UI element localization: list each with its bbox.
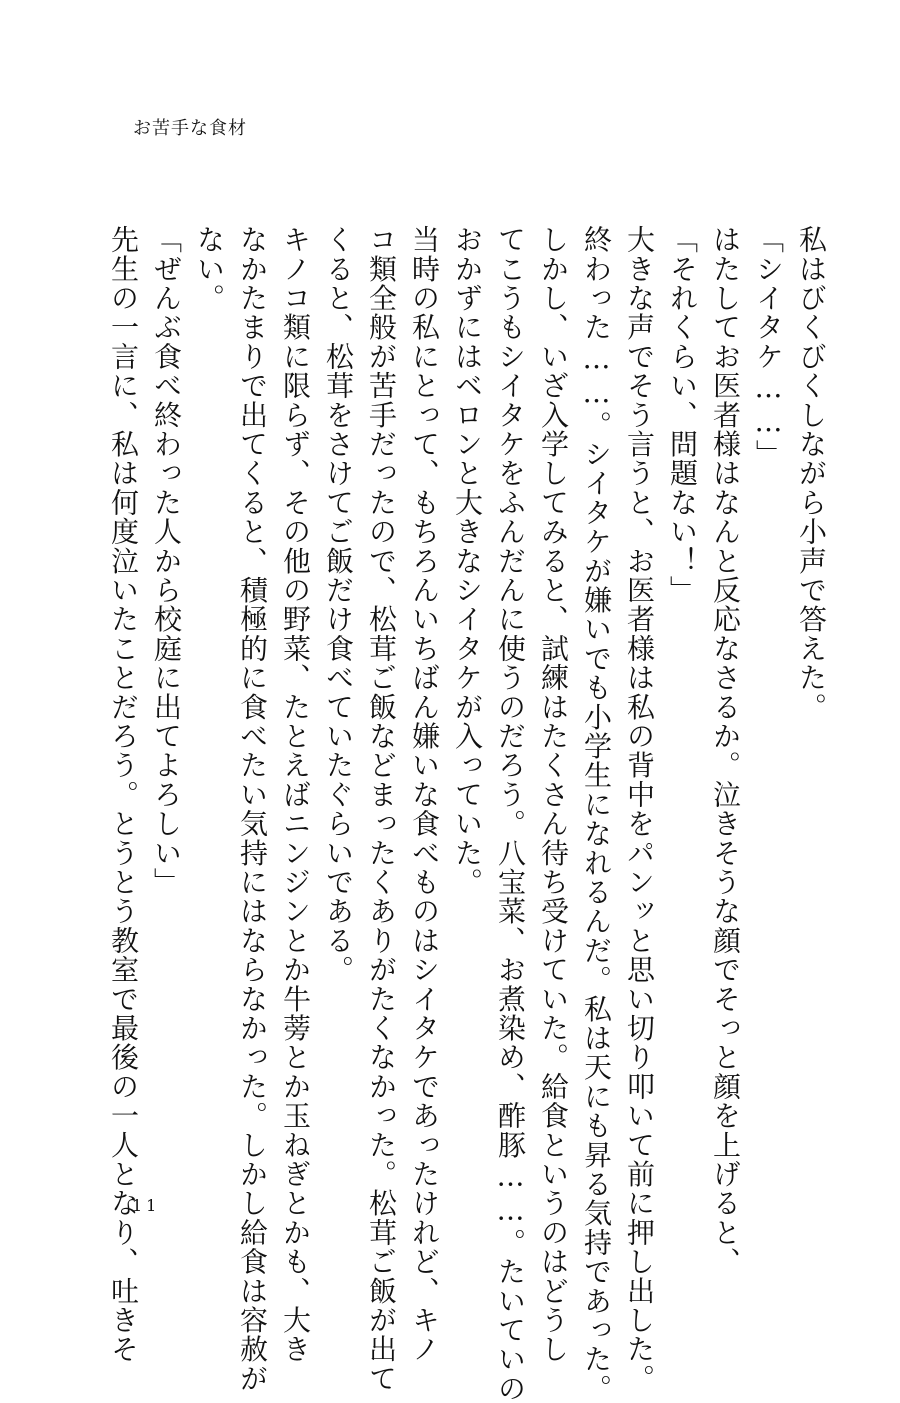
text-line: コ類全般が苦手だったので、松茸ご飯などまったくありがたくなかった。松茸ご飯が出て xyxy=(365,225,398,1393)
text-line: 「ぜんぶ食べ終わった人から校庭に出てよろしい」 xyxy=(150,225,183,897)
text-line: 先生の一言に、私は何度泣いたことだろう。とうとう教室で最後の一人となり、吐きそ xyxy=(107,225,140,1364)
text-line: くると、松茸をさけてご飯だけ食べていたぐらいである。 xyxy=(322,225,355,985)
text-line: 当時の私にとって、もちろんいちばん嫌いな食べものはシイタケであったけれど、キノ xyxy=(408,225,441,1364)
text-line: ない。 xyxy=(193,225,226,313)
running-head: お苦手な食材 xyxy=(133,118,247,139)
text-line: 終わった……。シイタケが嫌いでも小学生になれるんだ。私は天にも昇る気持であった。 xyxy=(580,225,613,1403)
text-line: てこうもシイタケをふんだんに使うのだろう。八宝菜、お煮染め、酢豚……。たいていの xyxy=(494,225,527,1403)
text-line: キノコ類に限らず、その他の野菜、たとえばニンジンとか牛蒡とか玉ねぎとかも、大き xyxy=(279,225,312,1364)
text-line: 「それくらい、問題ない！」 xyxy=(666,225,699,605)
text-line: 大きな声でそう言うと、お医者様は私の背中をパンッと思い切り叩いて前に押し出した。 xyxy=(623,225,656,1393)
text-line: なかたまりで出てくると、積極的に食べたい気持にはならなかった。しかし給食は容赦が xyxy=(236,225,269,1393)
text-line: 私はびくびくしながら小声で答えた。 xyxy=(795,225,828,722)
text-line: 「シイタケ……」 xyxy=(752,225,785,469)
text-line: おかずにはベロンと大きなシイタケが入っていた。 xyxy=(451,225,484,897)
text-line: しかし、いざ入学してみると、試練はたくさん待ち受けていた。給食というのはどうし xyxy=(537,225,570,1364)
page-number: 11 xyxy=(132,1196,161,1215)
text-line: はたしてお医者様はなんと反応なさるか。泣きそうな顔でそっと顔を上げると、 xyxy=(709,225,742,1277)
